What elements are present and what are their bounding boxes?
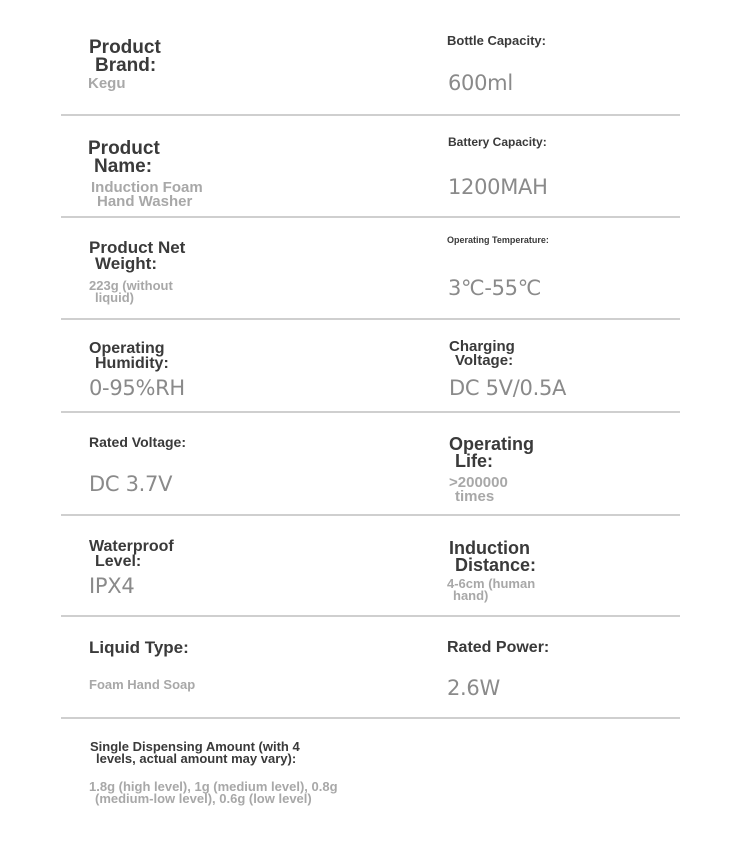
operating-humidity-value: 0-95%RH: [89, 376, 185, 400]
waterproof-level-value: IPX4: [89, 574, 135, 598]
row-divider: [61, 411, 680, 413]
net-weight-value: 223g (without liquid): [89, 278, 173, 306]
row-divider: [61, 318, 680, 320]
net-weight-label: Product Net Weight:: [89, 238, 186, 274]
operating-temperature-label: Operating Temperature:: [447, 235, 549, 245]
product-name-value: Induction Foam Hand Washer: [91, 179, 203, 211]
bottle-capacity-value: 600ml: [448, 71, 513, 95]
brand-value: Kegu: [88, 75, 126, 92]
waterproof-level-label: Waterproof Level:: [89, 538, 174, 571]
operating-life-value: >200000 times: [449, 474, 508, 506]
rated-power-value: 2.6W: [447, 676, 500, 700]
rated-voltage-value: DC 3.7V: [89, 472, 173, 496]
liquid-type-label: Liquid Type:: [89, 638, 189, 657]
product-name-label: Product Name:: [88, 138, 160, 178]
brand-label: Product Brand:: [89, 37, 161, 77]
liquid-type-value: Foam Hand Soap: [89, 677, 196, 692]
charging-voltage-value: DC 5V/0.5A: [449, 376, 567, 400]
battery-capacity-label: Battery Capacity:: [448, 135, 547, 149]
rated-power-label: Rated Power:: [447, 639, 550, 656]
row-divider: [61, 615, 680, 617]
operating-life-label: Operating Life:: [449, 434, 535, 472]
induction-distance-value: 4-6cm (human hand): [447, 576, 536, 604]
dispensing-amount-label: Single Dispensing Amount (with 4 levels, actual amount may vary):: [90, 739, 300, 767]
operating-humidity-label: Operating Humidity:: [89, 340, 169, 373]
row-divider: [61, 717, 680, 719]
induction-distance-label: Induction Distance:: [449, 538, 537, 576]
charging-voltage-label: Charging Voltage:: [449, 338, 515, 370]
row-divider: [61, 216, 680, 218]
battery-capacity-value: 1200MAH: [448, 175, 548, 199]
row-divider: [61, 114, 680, 116]
row-divider: [61, 514, 680, 516]
rated-voltage-label: Rated Voltage:: [89, 434, 186, 450]
dispensing-amount-value: 1.8g (high level), 1g (medium level), 0.8g (medium-low level), 0.6g (low level): [89, 779, 338, 807]
bottle-capacity-label: Bottle Capacity:: [447, 33, 546, 48]
operating-temperature-value: 3℃-55℃: [448, 276, 542, 300]
